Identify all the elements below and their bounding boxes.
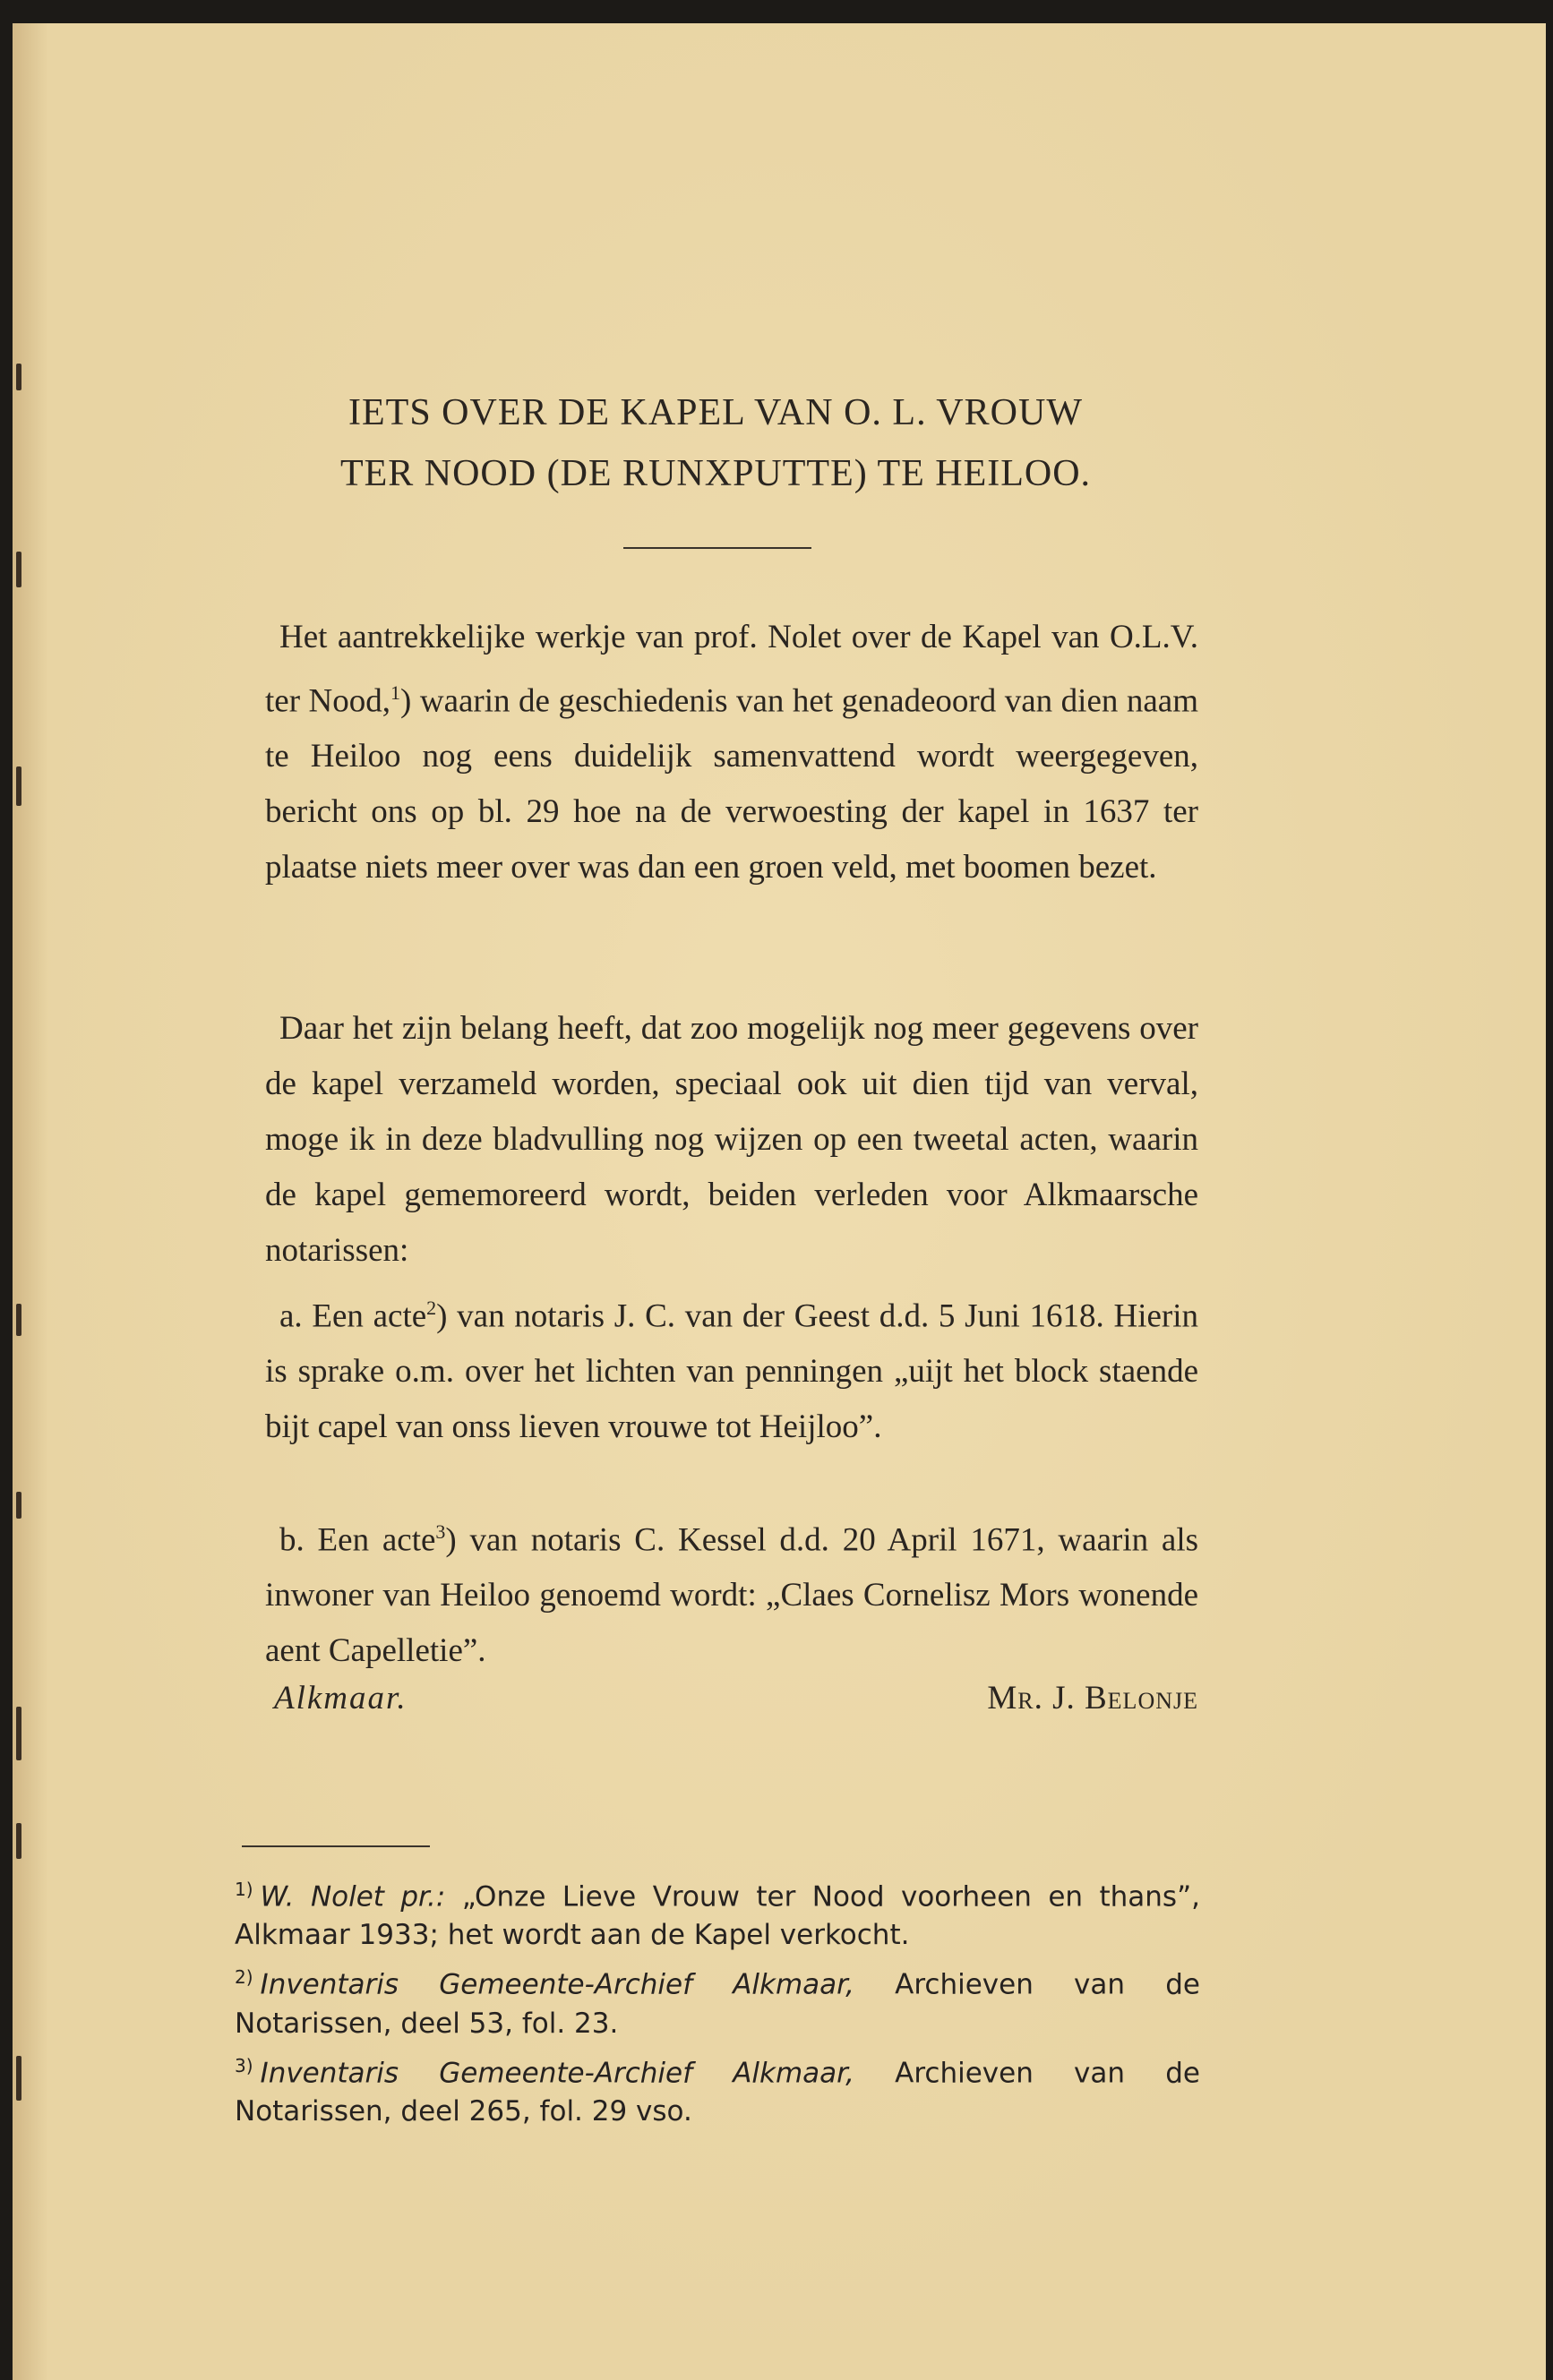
- paragraph-3-text-before: a. Een acte: [279, 1297, 427, 1335]
- paragraph-3-text-after: ) van notaris J. C. van der Geest d.d. 5 Juni 1618. Hierin is sprake o.m. over het lichten van penningen „uijt het block staende bijt capel van onss lieven vrouwe tot Heijloo”.: [265, 1297, 1198, 1446]
- signature-place: Alkmaar.: [274, 1680, 408, 1717]
- footnote-3: [235, 2047, 1200, 2131]
- note-ref-3: 3: [435, 1520, 446, 1543]
- footnote-2-paren: ): [245, 1966, 253, 1989]
- footnote-3-mark: 3: [235, 2054, 246, 2076]
- footnote-2-source: Inventaris Gemeente-Archief Alkmaar,: [260, 1968, 854, 2001]
- paragraph-4-text-before: b. Een acte: [279, 1521, 436, 1559]
- paragraph-4-text-after: ) van notaris C. Kessel d.d. 20 April 1671, waarin als inwoner van Heiloo genoemd wordt: „Claes Cornelisz Mors wonende aent Capelletie”.: [265, 1521, 1198, 1670]
- footnote-3-paren: ): [245, 2054, 253, 2076]
- article-title-line-1: IETS OVER DE KAPEL VAN O. L. VROUW: [348, 392, 1083, 433]
- title-divider: [623, 547, 811, 549]
- footnote-1: [235, 1871, 1200, 1955]
- document-page: [13, 23, 1546, 2380]
- binding-gutter: [13, 23, 34, 2380]
- paragraph-4: [265, 1504, 1198, 1679]
- footnote-3-source: Inventaris Gemeente-Archief Alkmaar,: [260, 2056, 854, 2089]
- paragraph-1-text-after: ) waarin de geschiedenis van het genadeoord van dien naam te Heiloo nog eens duidelijk samenvattend wordt weergegeven, bericht ons op bl. 29 hoe na de verwoesting der kapel in 1637 ter plaatse niets meer over was dan een groen veld, met boomen bezet.: [265, 682, 1199, 886]
- paragraph-3: [265, 1280, 1198, 1455]
- footnote-2-text: Archieven van de Notarissen, deel 53, fol. 23.: [235, 1968, 1201, 2040]
- paragraph-2: Daar het zijn belang heeft, dat zoo mogelijk nog meer gegevens over de kapel verzameld worden, speciaal ook uit dien tijd van verval, moge ik in deze bladvulling nog wijzen op een tweetal acten, waarin de kapel gememoreerd wordt, beiden verleden voor Alkmaarsche notarissen:: [265, 1010, 1198, 1269]
- signature-author: Mr. J. Belonje: [987, 1680, 1198, 1717]
- footnote-2-mark: 2: [235, 1966, 246, 1989]
- footnote-3-text: Archieven van de Notarissen, deel 265, fol. 29 vso.: [235, 2056, 1201, 2127]
- footnote-1-mark: 1: [235, 1879, 246, 1900]
- footnote-1-source: W. Nolet pr.:: [260, 1880, 446, 1913]
- footnote-2: [235, 1958, 1200, 2042]
- footnote-1-text: „Onze Lieve Vrouw ter Nood voorheen en thans”, Alkmaar 1933; het wordt aan de Kapel verkocht.: [235, 1880, 1201, 1952]
- article-title-line-2: TER NOOD (DE RUNXPUTTE) TE HEILOO.: [339, 453, 1092, 494]
- footnote-divider: [242, 1845, 430, 1847]
- note-ref-2: 2: [426, 1297, 437, 1319]
- paragraph-1-text-before: Het aantrekkelijke werkje van prof. Nolet over de Kapel van O.L.V. ter Nood,: [265, 619, 1198, 720]
- footnote-1-paren: ): [245, 1879, 253, 1900]
- note-ref-1: 1: [390, 681, 401, 704]
- footnotes: [235, 1871, 1200, 2135]
- paragraph-1: [265, 610, 1198, 895]
